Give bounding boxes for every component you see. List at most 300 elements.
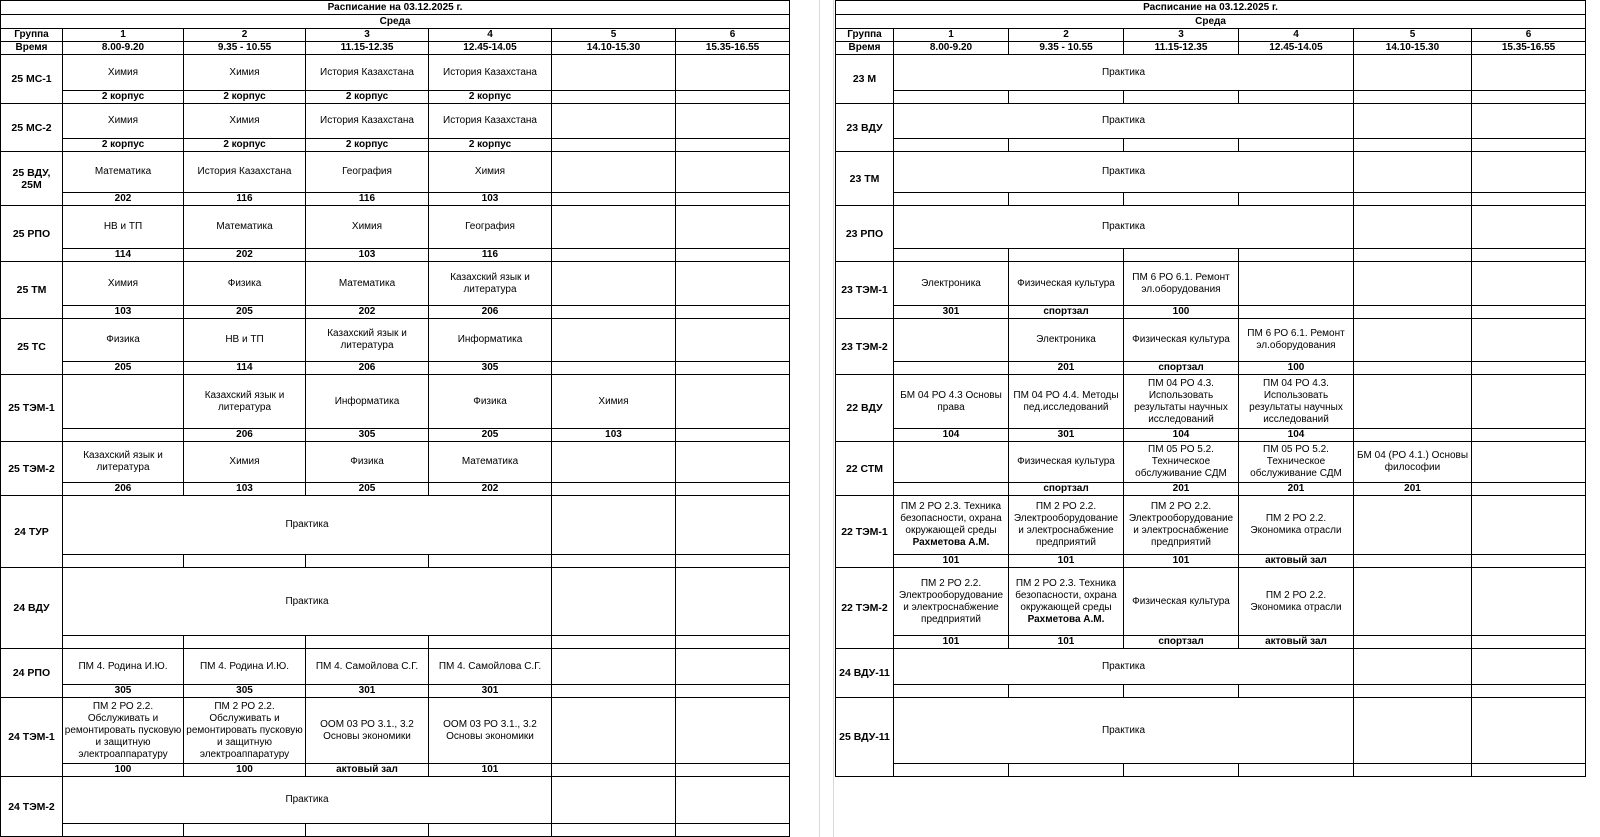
subject-name: Физическая культура	[1017, 456, 1115, 467]
group-name: 22 ТЭМ-1	[836, 496, 894, 568]
room-cell: 305	[63, 685, 184, 698]
room-row	[1, 306, 790, 319]
subject-cell	[184, 55, 306, 91]
empty-cell	[676, 496, 790, 555]
room-cell: спортзал	[1009, 306, 1124, 319]
subject-cell	[429, 649, 552, 685]
room-cell: 205	[429, 429, 552, 442]
schedule-title: Расписание на 03.12.2025 г.	[1, 1, 790, 15]
room-cell: 101	[1009, 555, 1124, 568]
empty-cell	[1354, 698, 1472, 764]
subject-cell	[184, 152, 306, 193]
subject-cell	[429, 262, 552, 306]
subject-cell	[1124, 319, 1239, 362]
room-row	[836, 555, 1586, 568]
empty-cell	[1472, 104, 1586, 139]
subject-cell	[306, 152, 429, 193]
practice-cell: Практика	[894, 698, 1354, 764]
empty-room-cell	[306, 555, 429, 568]
group-name: 25 ВДУ-11	[836, 698, 894, 777]
pair-number: 3	[306, 29, 429, 42]
room-cell: 100	[1239, 362, 1354, 375]
subject-name: Казахский язык и литература	[327, 328, 407, 351]
subject-cell	[676, 152, 790, 193]
pair-time: 8.00-9.20	[894, 42, 1009, 55]
subject-name: Физическая культура	[1132, 595, 1230, 607]
pair-number: 6	[676, 29, 790, 42]
subject-cell	[306, 375, 429, 429]
room-cell	[894, 362, 1009, 375]
empty-room-cell	[1354, 91, 1472, 104]
subject-cell	[306, 442, 429, 483]
empty-room-cell	[1124, 249, 1239, 262]
empty-room-cell	[552, 824, 676, 837]
day-of-week: Среда	[1, 15, 790, 29]
empty-room-cell	[1239, 193, 1354, 206]
room-cell: актовый зал	[1239, 636, 1354, 649]
subject-cell	[184, 698, 306, 764]
pair-time: 15.35-16.55	[1472, 42, 1586, 55]
empty-room-cell	[1009, 193, 1124, 206]
schedule-sheet-left	[0, 0, 790, 837]
subject-cell	[63, 104, 184, 139]
room-row	[836, 249, 1586, 262]
pair-number: 4	[1239, 29, 1354, 42]
group-row	[836, 496, 1586, 555]
empty-room-cell	[1472, 193, 1586, 206]
empty-room-cell	[429, 636, 552, 649]
empty-room-cell	[184, 555, 306, 568]
empty-room-cell	[1472, 91, 1586, 104]
subject-cell	[306, 698, 429, 764]
room-cell: 103	[306, 249, 429, 262]
subject-name: ПМ 04 РО 4.3. Использовать результаты научных исследований	[1249, 377, 1343, 425]
room-cell	[676, 139, 790, 152]
empty-room-cell	[894, 764, 1009, 777]
empty-room-cell	[1239, 91, 1354, 104]
subject-cell	[552, 206, 676, 249]
subject-cell	[184, 262, 306, 306]
room-cell: 205	[184, 306, 306, 319]
pair-number: 5	[552, 29, 676, 42]
room-cell	[676, 306, 790, 319]
subject-cell	[429, 319, 552, 362]
group-row	[836, 442, 1586, 483]
subject-cell	[1009, 319, 1124, 362]
room-row	[1, 91, 790, 104]
subject-cell	[1472, 375, 1586, 429]
subject-name: НВ и ТП	[103, 221, 143, 232]
subject-name: Математика	[94, 166, 152, 177]
subject-cell	[676, 649, 790, 685]
subject-name: Химия	[229, 66, 260, 78]
subject-cell	[552, 152, 676, 193]
subject-name: География	[342, 166, 392, 177]
room-cell: 100	[1124, 306, 1239, 319]
empty-room-cell	[552, 555, 676, 568]
subject-name: Физика	[350, 456, 384, 467]
subject-name: История Казахстана	[320, 115, 414, 126]
room-cell: спортзал	[1124, 362, 1239, 375]
group-row	[1, 777, 790, 824]
subject-name: ПМ 6 РО 6.1. Ремонт эл.оборудования	[1247, 328, 1345, 351]
group-row	[1, 496, 790, 555]
group-row	[1, 104, 790, 139]
empty-cell	[1472, 152, 1586, 193]
empty-room-cell	[1009, 764, 1124, 777]
room-row	[1, 429, 790, 442]
subject-cell	[1009, 568, 1124, 636]
room-cell	[1472, 636, 1586, 649]
subject-name: ООМ 03 РО 3.1., 3.2 Основы экономики	[443, 718, 537, 742]
group-header: Группа	[1, 29, 63, 42]
subject-cell	[1009, 496, 1124, 555]
room-row	[836, 685, 1586, 698]
subject-name: ПМ 6 РО 6.1. Ремонт эл.оборудования	[1132, 271, 1230, 295]
group-row	[836, 698, 1586, 764]
subject-cell	[429, 375, 552, 429]
room-cell: 201	[1009, 362, 1124, 375]
empty-room-cell	[1472, 139, 1586, 152]
subject-cell	[429, 152, 552, 193]
practice-cell: Практика	[894, 55, 1354, 91]
subject-cell	[1354, 442, 1472, 483]
subject-name: Математика	[338, 277, 396, 289]
empty-room-cell	[1124, 764, 1239, 777]
empty-room-cell	[1124, 91, 1239, 104]
room-cell: 2 корпус	[429, 91, 552, 104]
subject-name: ПМ 04 РО 4.4. Методы пед.исследований	[1013, 389, 1119, 413]
empty-cell	[676, 777, 790, 824]
subject-name: Математика	[216, 221, 273, 232]
room-cell: 104	[894, 429, 1009, 442]
group-name: 22 СТМ	[836, 442, 894, 496]
room-cell	[676, 429, 790, 442]
subject-name: ПМ 4. Родина И.Ю.	[78, 660, 168, 672]
group-name: 25 ТЭМ-1	[1, 375, 63, 442]
room-cell	[676, 249, 790, 262]
teacher-name: Рахметова А.М.	[912, 537, 990, 548]
subject-name: ПМ 4. Самойлова С.Г.	[315, 660, 419, 672]
group-row	[836, 568, 1586, 636]
room-cell: 201	[1239, 483, 1354, 496]
group-name: 24 ВДУ-11	[836, 649, 894, 698]
subject-cell	[676, 319, 790, 362]
subject-cell	[1472, 568, 1586, 636]
room-row	[1, 362, 790, 375]
group-name: 24 РПО	[1, 649, 63, 698]
subject-cell	[552, 375, 676, 429]
subject-name: ПМ 4. Родина И.Ю.	[199, 660, 290, 672]
time-header: Время	[1, 42, 63, 55]
subject-cell	[676, 375, 790, 429]
room-cell: 2 корпус	[63, 91, 184, 104]
room-row	[1, 555, 790, 568]
subject-cell	[676, 698, 790, 764]
practice-cell: Практика	[63, 496, 552, 555]
room-cell	[1472, 483, 1586, 496]
subject-cell	[63, 152, 184, 193]
subject-cell	[1124, 262, 1239, 306]
subject-cell	[552, 104, 676, 139]
room-cell	[552, 362, 676, 375]
room-cell: 206	[306, 362, 429, 375]
subject-cell	[306, 319, 429, 362]
room-cell	[552, 139, 676, 152]
group-row	[1, 262, 790, 306]
empty-room-cell	[184, 636, 306, 649]
empty-room-cell	[1354, 249, 1472, 262]
pair-time: 12.45-14.05	[429, 42, 552, 55]
subject-cell	[676, 206, 790, 249]
subject-name: ПМ 4. Самойлова С.Г.	[438, 660, 542, 672]
empty-room-cell	[1239, 764, 1354, 777]
room-cell	[1472, 306, 1586, 319]
room-cell	[1354, 636, 1472, 649]
subject-name: География	[465, 221, 515, 232]
subject-cell	[894, 262, 1009, 306]
group-name: 25 ТС	[1, 319, 63, 375]
room-cell: 2 корпус	[184, 91, 306, 104]
empty-room-cell	[894, 249, 1009, 262]
room-cell: 101	[429, 764, 552, 777]
group-row	[836, 152, 1586, 193]
pair-time: 11.15-12.35	[306, 42, 429, 55]
room-cell	[552, 91, 676, 104]
room-cell	[676, 483, 790, 496]
subject-cell	[1354, 568, 1472, 636]
subject-cell	[894, 496, 1009, 555]
room-cell: 114	[184, 362, 306, 375]
group-row	[1, 375, 790, 429]
group-row	[836, 55, 1586, 91]
empty-room-cell	[1239, 249, 1354, 262]
room-cell	[676, 91, 790, 104]
empty-room-cell	[1124, 685, 1239, 698]
empty-cell	[1472, 55, 1586, 91]
group-row	[1, 698, 790, 764]
room-cell: 2 корпус	[184, 139, 306, 152]
empty-room-cell	[184, 824, 306, 837]
practice-cell: Практика	[894, 104, 1354, 139]
group-name: 22 ТЭМ-2	[836, 568, 894, 649]
group-row	[836, 262, 1586, 306]
room-cell: 116	[429, 249, 552, 262]
room-cell: 104	[1239, 429, 1354, 442]
subject-cell	[1354, 496, 1472, 555]
subject-cell	[1124, 496, 1239, 555]
subject-cell	[552, 55, 676, 91]
pair-number: 4	[429, 29, 552, 42]
group-row	[1, 442, 790, 483]
pair-number: 2	[184, 29, 306, 42]
subject-cell	[894, 568, 1009, 636]
room-cell: 116	[306, 193, 429, 206]
room-cell: 100	[63, 764, 184, 777]
subject-cell	[676, 442, 790, 483]
room-row	[836, 429, 1586, 442]
pair-time: 8.00-9.20	[63, 42, 184, 55]
room-cell: 201	[1124, 483, 1239, 496]
subject-name: Казахский язык и литература	[450, 271, 530, 295]
pair-time: 14.10-15.30	[552, 42, 676, 55]
group-row	[1, 319, 790, 362]
subject-cell	[1009, 375, 1124, 429]
group-row	[1, 649, 790, 685]
group-row	[836, 206, 1586, 249]
subject-cell	[1354, 375, 1472, 429]
group-name: 25 МС-1	[1, 55, 63, 104]
room-cell: 101	[1124, 555, 1239, 568]
room-cell: 101	[894, 636, 1009, 649]
room-cell: 100	[184, 764, 306, 777]
group-name: 23 РПО	[836, 206, 894, 262]
empty-cell	[1354, 206, 1472, 249]
schedule-sheet-right	[835, 0, 1586, 777]
subject-name: ПМ 2 РО 2.2. Электрооборудование и электроснабжение предприятий	[1013, 501, 1119, 548]
empty-room-cell	[1354, 139, 1472, 152]
pair-number: 1	[63, 29, 184, 42]
pair-number: 5	[1354, 29, 1472, 42]
subject-name: Информатика	[457, 334, 523, 345]
room-row	[836, 91, 1586, 104]
group-row	[1, 152, 790, 193]
subject-name: ПМ 04 РО 4.3. Использовать результаты научных исследований	[1134, 377, 1228, 425]
group-row	[1, 568, 790, 636]
room-cell: 2 корпус	[429, 139, 552, 152]
room-cell: 301	[1009, 429, 1124, 442]
subject-cell	[894, 375, 1009, 429]
group-name: 23 ВДУ	[836, 104, 894, 152]
empty-room-cell	[63, 555, 184, 568]
subject-cell	[63, 206, 184, 249]
practice-cell: Практика	[63, 568, 552, 636]
group-name: 25 РПО	[1, 206, 63, 262]
practice-cell: Практика	[894, 152, 1354, 193]
empty-room-cell	[1472, 685, 1586, 698]
room-row	[1, 139, 790, 152]
room-cell	[894, 483, 1009, 496]
group-row	[836, 104, 1586, 139]
room-cell	[1354, 429, 1472, 442]
room-cell: 301	[306, 685, 429, 698]
empty-room-cell	[676, 555, 790, 568]
empty-cell	[1472, 698, 1586, 764]
empty-room-cell	[1009, 139, 1124, 152]
subject-cell	[306, 104, 429, 139]
subject-cell	[1009, 262, 1124, 306]
room-cell	[1354, 555, 1472, 568]
subject-name: НВ и ТП	[225, 334, 264, 345]
empty-room-cell	[1472, 249, 1586, 262]
group-row	[836, 649, 1586, 685]
room-cell: 202	[63, 193, 184, 206]
group-name: 25 ТЭМ-2	[1, 442, 63, 496]
empty-cell	[1472, 649, 1586, 685]
group-name: 23 М	[836, 55, 894, 104]
pair-number: 2	[1009, 29, 1124, 42]
subject-cell	[1124, 568, 1239, 636]
room-cell: 301	[894, 306, 1009, 319]
subject-cell	[63, 319, 184, 362]
room-cell: 205	[63, 362, 184, 375]
room-cell: 305	[184, 685, 306, 698]
empty-room-cell	[894, 685, 1009, 698]
room-row	[1, 636, 790, 649]
empty-room-cell	[1354, 193, 1472, 206]
room-cell	[552, 193, 676, 206]
subject-name: Электроника	[921, 277, 981, 289]
empty-cell	[676, 568, 790, 636]
room-cell: 305	[429, 362, 552, 375]
subject-cell	[1472, 496, 1586, 555]
subject-cell	[676, 104, 790, 139]
room-cell: спортзал	[1124, 636, 1239, 649]
room-cell: 202	[184, 249, 306, 262]
subject-cell	[1239, 319, 1354, 362]
subject-cell	[306, 649, 429, 685]
empty-room-cell	[676, 824, 790, 837]
room-cell	[676, 193, 790, 206]
pair-number: 3	[1124, 29, 1239, 42]
room-cell: 201	[1354, 483, 1472, 496]
subject-cell	[894, 319, 1009, 362]
room-cell: 103	[429, 193, 552, 206]
subject-cell	[676, 55, 790, 91]
subject-name: История Казахстана	[320, 66, 414, 78]
subject-cell	[552, 319, 676, 362]
subject-cell	[1354, 262, 1472, 306]
empty-room-cell	[1354, 764, 1472, 777]
empty-room-cell	[1472, 764, 1586, 777]
time-header: Время	[836, 42, 894, 55]
subject-cell	[306, 206, 429, 249]
subject-name: БМ 04 РО 4.3 Основы права	[900, 389, 1002, 413]
subject-cell	[184, 104, 306, 139]
subject-cell	[429, 206, 552, 249]
pair-time: 9.35 - 10.55	[1009, 42, 1124, 55]
room-cell: 206	[184, 429, 306, 442]
room-cell: 101	[894, 555, 1009, 568]
subject-name: История Казахстана	[443, 115, 537, 126]
subject-cell	[1472, 319, 1586, 362]
group-name: 25 ВДУ, 25М	[1, 152, 63, 206]
empty-room-cell	[429, 555, 552, 568]
empty-room-cell	[1354, 685, 1472, 698]
room-cell: 101	[1009, 636, 1124, 649]
subject-name: ПМ 2 РО 2.2. Экономика отрасли	[1250, 513, 1342, 536]
empty-cell	[1472, 206, 1586, 249]
room-cell: 116	[184, 193, 306, 206]
room-row	[1, 249, 790, 262]
subject-name: ПМ 2 РО 2.3. Техника безопасности, охрана окружающей среды	[900, 501, 1002, 536]
empty-room-cell	[1239, 139, 1354, 152]
subject-cell	[676, 262, 790, 306]
subject-cell	[1239, 442, 1354, 483]
subject-cell	[552, 698, 676, 764]
group-name: 23 ТЭМ-1	[836, 262, 894, 319]
subject-name: Физика	[227, 277, 262, 289]
room-cell: актовый зал	[1239, 555, 1354, 568]
teacher-name: Рахметова А.М.	[1027, 613, 1105, 625]
room-cell	[1472, 429, 1586, 442]
subject-name: Физика	[106, 334, 140, 345]
subject-name: Химия	[351, 221, 383, 232]
room-cell: 301	[429, 685, 552, 698]
room-cell: 103	[552, 429, 676, 442]
day-of-week: Среда	[836, 15, 1586, 29]
subject-cell	[429, 55, 552, 91]
